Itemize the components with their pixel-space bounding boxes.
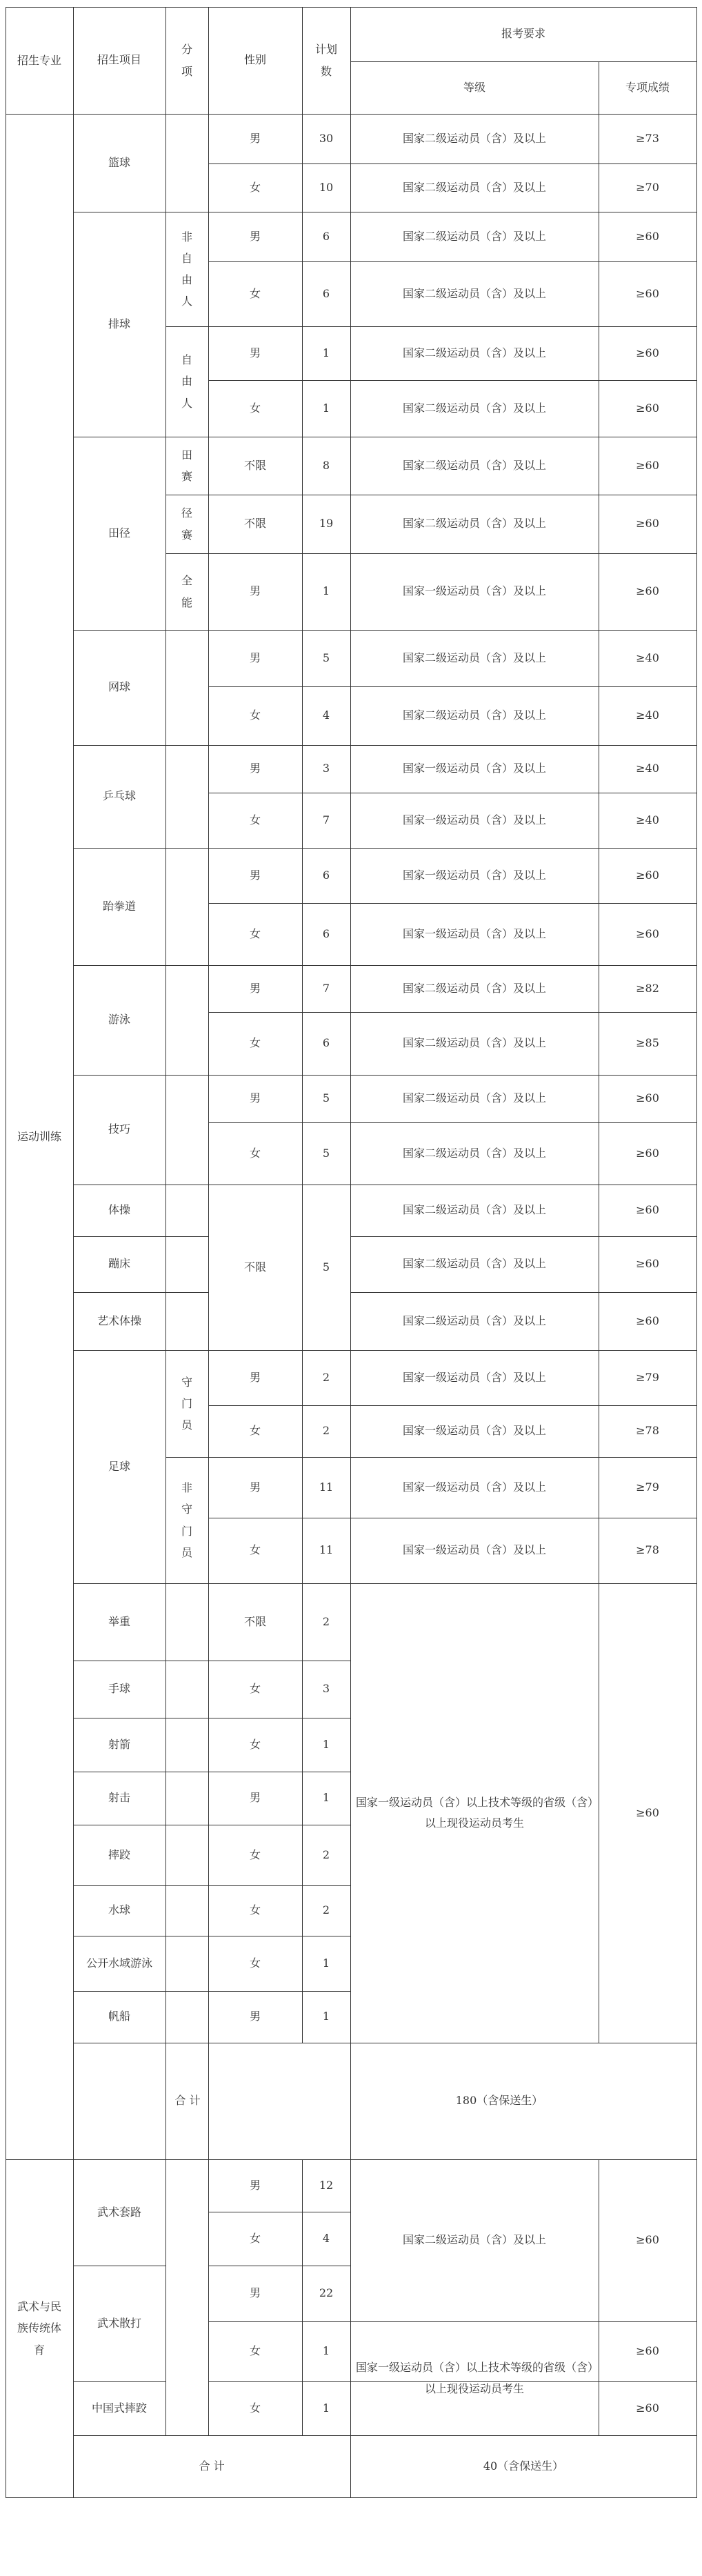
score-cell: ≥78 [636, 1543, 659, 1557]
header-item: 招生项目 [97, 53, 141, 67]
project-name: 摔跤 [108, 1847, 130, 1861]
level-cell: 国家二级运动员（含）及以上 [402, 458, 546, 472]
level-cell: 国家一级运动员（含）及以上 [402, 762, 546, 775]
admission-plan-table [6, 7, 696, 2570]
plan-cell: 1 [322, 401, 330, 415]
gender-cell: 女 [249, 1847, 261, 1861]
plan-cell: 12 [319, 2178, 334, 2192]
subitem-name: 径赛 [181, 506, 192, 542]
subitem-name: 田赛 [181, 448, 192, 483]
header-major: 招生专业 [17, 53, 61, 67]
subitem-name: 守门员 [181, 1375, 192, 1432]
gender-cell: 男 [249, 229, 261, 243]
score-cell: ≥60 [636, 1257, 659, 1271]
gender-cell: 不限 [243, 1614, 266, 1628]
gymnastics-gender-merged: 不限 [243, 1260, 266, 1274]
plan-cell: 5 [322, 1146, 330, 1160]
score-cell: ≥60 [636, 927, 659, 940]
level-cell: 国家二级运动员（含）及以上 [402, 286, 546, 300]
major-wushu: 武术与民族传统体育 [17, 2300, 61, 2357]
project-name: 排球 [108, 317, 130, 330]
gender-cell: 男 [249, 981, 261, 995]
project-name: 帆船 [108, 2010, 130, 2023]
score-cell: ≥60 [636, 229, 659, 243]
score-cell: ≥60 [636, 2344, 659, 2358]
score-cell: ≥60 [636, 346, 659, 359]
project-name: 手球 [108, 1682, 130, 1696]
misc-score-merged: ≥60 [636, 1805, 659, 1819]
header-score: 专项成绩 [625, 80, 670, 94]
level-cell: 国家一级运动员（含）及以上 [402, 1480, 546, 1494]
project-name: 田径 [108, 526, 130, 539]
score-cell: ≥60 [636, 458, 659, 472]
plan-cell: 2 [322, 1903, 330, 1917]
level-cell: 国家一级运动员（含）及以上 [402, 584, 546, 598]
gender-cell: 女 [249, 1424, 261, 1438]
gender-cell: 男 [249, 131, 261, 145]
plan-cell: 6 [322, 286, 330, 300]
project-name: 武术散打 [97, 2316, 141, 2330]
total-label: 合 计 [199, 2459, 225, 2473]
gender-cell: 女 [249, 1903, 261, 1917]
level-cell: 国家二级运动员（含）及以上 [402, 131, 546, 145]
plan-cell: 1 [322, 1791, 330, 1805]
plan-cell: 10 [319, 180, 334, 194]
column-rule [208, 114, 209, 2160]
gender-cell: 男 [249, 868, 261, 882]
level-cell: 国家二级运动员（含）及以上 [402, 517, 546, 531]
project-name: 体操 [108, 1203, 130, 1217]
plan-cell: 4 [322, 2231, 330, 2245]
plan-cell: 6 [322, 927, 330, 940]
level-cell: 国家二级运动员（含）及以上 [402, 229, 546, 243]
level-cell: 国家一级运动员（含）及以上 [402, 1370, 546, 1384]
gender-cell: 女 [249, 2231, 261, 2245]
project-name: 公开水域游泳 [86, 1956, 152, 1970]
subitem-name: 非自由人 [181, 230, 192, 308]
subitem-name: 全能 [181, 574, 192, 609]
gender-cell: 男 [249, 2286, 261, 2300]
level-cell: 国家二级运动员（含）及以上 [402, 1091, 546, 1105]
score-cell: ≥85 [636, 1036, 659, 1050]
gender-cell: 女 [249, 1682, 261, 1696]
column-rule [302, 114, 303, 2043]
plan-cell: 6 [322, 1036, 330, 1050]
plan-cell: 2 [322, 1424, 330, 1438]
plan-cell: 2 [322, 1614, 330, 1628]
level-cell: 国家二级运动员（含）及以上 [402, 346, 546, 359]
level-cell: 国家二级运动员（含）及以上 [402, 1314, 546, 1327]
gender-cell: 不限 [243, 517, 266, 531]
project-name: 篮球 [108, 155, 130, 169]
level-cell: 国家一级运动员（含）及以上 [402, 927, 546, 940]
gender-cell: 女 [249, 1956, 261, 1970]
plan-cell: 30 [319, 131, 334, 145]
level-cell: 国家二级运动员（含）及以上 [402, 180, 546, 194]
plan-cell: 8 [322, 458, 330, 472]
project-name: 技巧 [108, 1122, 130, 1136]
level-cell: 国家二级运动员（含）及以上 [402, 401, 546, 415]
score-cell: ≥78 [636, 1424, 659, 1438]
project-name: 乒乓球 [102, 789, 136, 803]
score-cell: ≥60 [636, 2401, 659, 2415]
project-name: 水球 [108, 1903, 130, 1917]
total-value: 180（含保送生） [455, 2094, 543, 2108]
project-name: 跆拳道 [102, 899, 136, 913]
level-cell: 国家二级运动员（含）及以上 [402, 1203, 546, 1217]
header-level: 等级 [463, 80, 485, 94]
score-cell: ≥60 [636, 286, 659, 300]
level-cell: 国家二级运动员（含）及以上 [402, 709, 546, 722]
gender-cell: 女 [249, 813, 261, 826]
plan-cell: 1 [322, 2401, 330, 2415]
plan-cell: 1 [322, 1956, 330, 1970]
plan-cell: 4 [322, 709, 330, 722]
plan-cell: 3 [322, 762, 330, 775]
project-name: 足球 [108, 1459, 130, 1473]
level-cell: 国家一级运动员（含）及以上 [402, 813, 546, 826]
gender-cell: 女 [249, 286, 261, 300]
gender-cell: 女 [249, 2344, 261, 2358]
gender-cell: 女 [249, 401, 261, 415]
gymnastics-plan-merged: 5 [322, 1260, 330, 1274]
header-plan: 计划数 [314, 43, 337, 78]
gender-cell: 男 [249, 1480, 261, 1494]
total-value: 40（含保送生） [483, 2459, 564, 2473]
plan-cell: 7 [322, 981, 330, 995]
score-cell: ≥82 [636, 981, 659, 995]
header-requirement: 报考要求 [501, 27, 545, 41]
gender-cell: 男 [249, 651, 261, 664]
gender-cell: 女 [249, 1036, 261, 1050]
score-cell: ≥40 [636, 709, 659, 722]
level-cell: 国家一级运动员（含）及以上 [402, 1424, 546, 1438]
plan-cell: 19 [319, 517, 334, 531]
score-cell: ≥60 [636, 401, 659, 415]
score-cell: ≥60 [636, 868, 659, 882]
header-gender: 性别 [243, 53, 266, 67]
score-cell: ≥70 [636, 180, 659, 194]
plan-cell: 1 [322, 2344, 330, 2358]
gender-cell: 男 [249, 346, 261, 359]
gender-cell: 女 [249, 180, 261, 194]
score-cell: ≥60 [636, 1203, 659, 1217]
gender-cell: 女 [249, 1543, 261, 1557]
plan-cell: 1 [322, 1737, 330, 1751]
plan-cell: 6 [322, 229, 330, 243]
project-name: 艺术体操 [97, 1314, 141, 1327]
score-cell: ≥40 [636, 651, 659, 664]
project-name: 网球 [108, 680, 130, 694]
table-bottom-border [6, 2497, 697, 2498]
level-cell: 国家二级运动员（含）及以上 [402, 981, 546, 995]
project-name: 武术套路 [97, 2205, 141, 2219]
project-name: 蹦床 [108, 1257, 130, 1271]
score-cell: ≥60 [636, 584, 659, 598]
gender-cell: 女 [249, 709, 261, 722]
gender-cell: 男 [249, 584, 261, 598]
level-cell: 国家二级运动员（含）及以上 [402, 1036, 546, 1050]
level-cell: 国家二级运动员（含）及以上 [402, 2233, 546, 2247]
score-cell: ≥79 [636, 1480, 659, 1494]
score-cell: ≥40 [636, 762, 659, 775]
project-name: 射击 [108, 1791, 130, 1805]
header-subitem: 分项 [181, 43, 192, 78]
level-cell: 国家一级运动员（含）以上技术等级的省级（含）以上现役运动员考生 [355, 2361, 593, 2395]
score-cell: ≥60 [636, 1314, 659, 1327]
plan-cell: 2 [322, 1847, 330, 1861]
plan-cell: 1 [322, 346, 330, 359]
plan-cell: 6 [322, 868, 330, 882]
plan-cell: 7 [322, 813, 330, 826]
plan-cell: 11 [319, 1480, 334, 1494]
project-name: 举重 [108, 1614, 130, 1628]
score-cell: ≥60 [636, 2233, 659, 2247]
gender-cell: 不限 [243, 458, 266, 472]
plan-cell: 3 [322, 1682, 330, 1696]
level-cell: 国家一级运动员（含）及以上 [402, 868, 546, 882]
score-cell: ≥73 [636, 131, 659, 145]
level-cell: 国家二级运动员（含）及以上 [402, 1257, 546, 1271]
level-cell: 国家一级运动员（含）及以上 [402, 1543, 546, 1557]
gender-cell: 男 [249, 1791, 261, 1805]
score-cell: ≥60 [636, 517, 659, 531]
major-sports-training: 运动训练 [17, 1129, 61, 1143]
gender-cell: 女 [249, 2401, 261, 2415]
plan-cell: 22 [319, 2286, 334, 2300]
score-cell: ≥60 [636, 1091, 659, 1105]
project-name: 游泳 [108, 1013, 130, 1027]
subitem-name: 非守门员 [181, 1481, 192, 1559]
gender-cell: 男 [249, 1370, 261, 1384]
gender-cell: 男 [249, 2178, 261, 2192]
score-cell: ≥60 [636, 1146, 659, 1160]
gender-cell: 女 [249, 1737, 261, 1751]
project-name: 射箭 [108, 1737, 130, 1751]
plan-cell: 1 [322, 584, 330, 598]
gender-cell: 男 [249, 762, 261, 775]
plan-cell: 5 [322, 1091, 330, 1105]
gender-cell: 女 [249, 1146, 261, 1160]
subitem-name: 自由人 [181, 353, 192, 410]
gender-cell: 男 [249, 2010, 261, 2023]
gender-cell: 女 [249, 927, 261, 940]
score-cell: ≥40 [636, 813, 659, 826]
plan-cell: 2 [322, 1370, 330, 1384]
score-cell: ≥79 [636, 1370, 659, 1384]
plan-cell: 11 [319, 1543, 334, 1557]
plan-cell: 5 [322, 651, 330, 664]
total-label: 合 计 [174, 2094, 201, 2108]
misc-level-merged: 国家一级运动员（含）以上技术等级的省级（含）以上现役运动员考生 [355, 1795, 593, 1830]
plan-cell: 1 [322, 2010, 330, 2023]
level-cell: 国家二级运动员（含）及以上 [402, 651, 546, 664]
project-name: 中国式摔跤 [91, 2401, 147, 2415]
gender-cell: 男 [249, 1091, 261, 1105]
level-cell: 国家二级运动员（含）及以上 [402, 1146, 546, 1160]
